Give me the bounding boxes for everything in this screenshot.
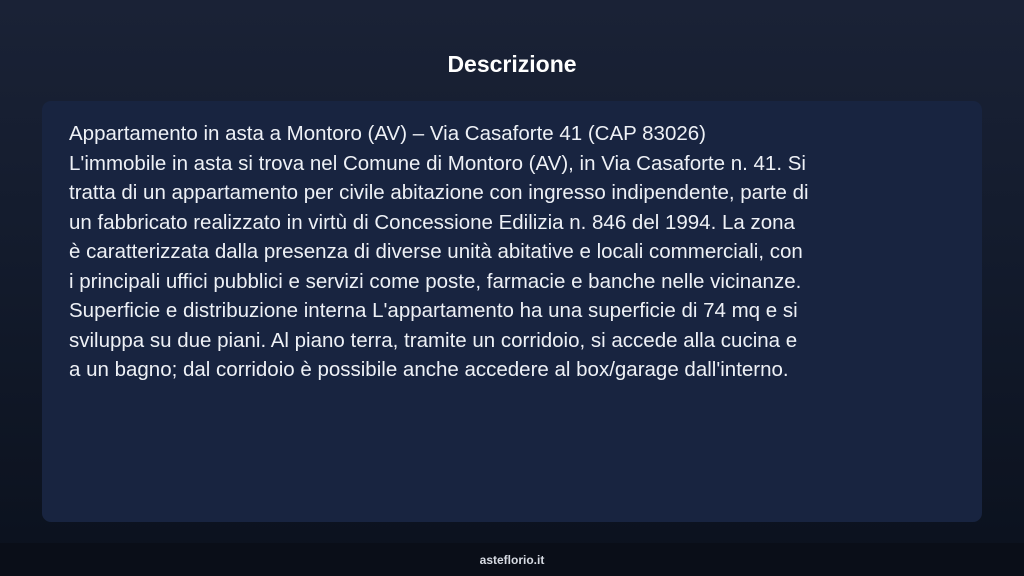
description-line: i principali uffici pubblici e servizi come poste, farmacie e banche nelle vicinanze. bbox=[69, 269, 802, 293]
description-line: un fabbricato realizzato in virtù di Concessione Edilizia n. 846 del 1994. La zona bbox=[69, 210, 795, 234]
description-line: tratta di un appartamento per civile abitazione con ingresso indipendente, parte di bbox=[69, 181, 809, 204]
page-title: Descrizione bbox=[447, 51, 577, 77]
description-line: L'immobile in asta si trova nel Comune di Montoro (AV), in Via Casaforte n. 41. Si bbox=[69, 151, 806, 175]
description-line: Superficie e distribuzione interna L'appartamento ha una superficie di 74 mq e si bbox=[69, 299, 798, 322]
description-line: Appartamento in asta a Montoro (AV) – Via Casaforte 41 (CAP 83026) bbox=[69, 122, 706, 145]
description-line: sviluppa su due piani. Al piano terra, tramite un corridoio, si accede alla cucina e bbox=[69, 328, 798, 352]
description-line: a un bagno; dal corridoio è possibile anche accedere al box/garage dall'interno. bbox=[69, 358, 789, 381]
footer-site-label: asteflorio.it bbox=[479, 553, 545, 567]
description-card bbox=[42, 101, 982, 522]
description-line: è caratterizzata dalla presenza di diverse unità abitative e locali commerciali, con bbox=[69, 240, 803, 263]
